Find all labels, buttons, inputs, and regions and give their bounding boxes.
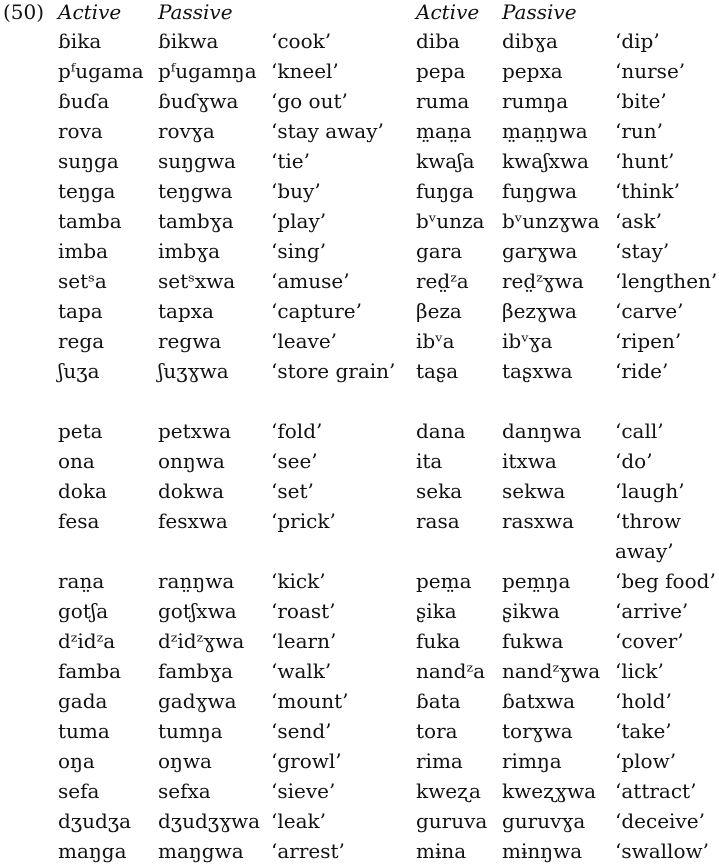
active-form-right: guruva: [416, 809, 488, 833]
gloss-right: ‘plow’: [615, 749, 677, 773]
active-form-right: bᵛunza: [416, 209, 485, 233]
active-form-left: famba: [58, 659, 122, 683]
active-form-right: diba: [416, 29, 460, 53]
header-active-left: Active: [58, 0, 122, 24]
table-row: [0, 776, 719, 806]
gloss-right: ‘swallow’: [615, 839, 709, 863]
gloss-right: ‘hold’: [615, 689, 672, 713]
passive-form-right: taʂxwa: [502, 359, 573, 383]
gloss-left: ‘leak’: [271, 809, 326, 833]
gloss-left: ‘walk’: [271, 659, 332, 683]
gloss-left: ‘buy’: [271, 179, 321, 203]
example-number: (50): [3, 0, 45, 24]
gloss-left: ‘amuse’: [271, 269, 350, 293]
table-row: [0, 746, 719, 776]
gloss-right: ‘think’: [615, 179, 681, 203]
gloss-right: ‘carve’: [615, 299, 684, 323]
gloss-left: ‘learn’: [271, 629, 337, 653]
active-form-right: mɨna: [416, 839, 467, 863]
table-row: [0, 656, 719, 686]
table-row: [0, 716, 719, 746]
gloss-right: ‘dip’: [615, 29, 660, 53]
passive-form-left: sefxa: [158, 779, 211, 803]
table-row: [0, 206, 719, 236]
passive-form-left: setˢxwa: [158, 269, 236, 293]
gloss-right: ‘nurse’: [615, 59, 686, 83]
table-row: [0, 56, 719, 86]
active-form-left: ona: [58, 449, 95, 473]
table-row: [0, 296, 719, 326]
active-form-left: teŋga: [58, 179, 116, 203]
passive-form-left: tapxa: [158, 299, 214, 323]
active-form-right: kwaʃa: [416, 149, 475, 173]
passive-form-right: pem̤ŋa: [502, 569, 571, 593]
passive-form-right: sekwa: [502, 479, 566, 503]
active-form-right: rasa: [416, 509, 460, 533]
table-row: [0, 446, 719, 476]
passive-form-left: dokwa: [158, 479, 225, 503]
active-form-right: ibᵛa: [416, 329, 455, 353]
passive-form-left: tambɣa: [158, 209, 234, 233]
table-row: [0, 326, 719, 356]
passive-form-left: ran̤ŋwa: [158, 569, 235, 593]
gloss-right: ‘stay’: [615, 239, 670, 263]
active-form-right: red̤ᶻa: [416, 269, 469, 293]
gloss-right: ‘lick’: [615, 659, 664, 683]
passive-form-left: ʃuʒɣwa: [158, 359, 229, 383]
passive-form-right: mɨnŋwa: [502, 839, 583, 863]
active-form-right: ita: [416, 449, 443, 473]
table-row: [0, 806, 719, 836]
passive-form-right: fuŋgwa: [502, 179, 578, 203]
table-row: [0, 836, 719, 866]
passive-form-right: dibɣa: [502, 29, 558, 53]
passive-form-right: danŋwa: [502, 419, 582, 443]
passive-form-left: gotʃxwa: [158, 599, 237, 623]
gloss-left: ‘store grain’: [271, 359, 396, 383]
active-form-left: peta: [58, 419, 103, 443]
active-form-left: pᶠugama: [58, 59, 144, 83]
gloss-right: ‘attract’: [615, 779, 697, 803]
active-form-right: ʂika: [416, 599, 457, 623]
table-row: [0, 236, 719, 266]
table-row: [0, 86, 719, 116]
passive-form-left: tumŋa: [158, 719, 223, 743]
passive-form-left: imbɣa: [158, 239, 221, 263]
active-form-right: pem̤a: [416, 569, 472, 593]
gloss-right: ‘laugh’: [615, 479, 685, 503]
table-row: [0, 476, 719, 506]
gloss-left: ‘sing’: [271, 239, 327, 263]
active-form-left: dʒudʒa: [58, 809, 131, 833]
gloss-left: ‘send’: [271, 719, 332, 743]
gloss-right: ‘ride’: [615, 359, 669, 383]
active-form-right: dana: [416, 419, 466, 443]
gloss-left: ‘sieve’: [271, 779, 336, 803]
gloss-left: ‘go out’: [271, 89, 348, 113]
gloss-right: ‘run’: [615, 119, 664, 143]
passive-form-left: petxwa: [158, 419, 231, 443]
active-form-left: tuma: [58, 719, 110, 743]
table-row: [0, 686, 719, 716]
passive-form-left: dʒudʒɣwa: [158, 809, 261, 833]
table-row: [0, 146, 719, 176]
passive-form-right: kwaʃxwa: [502, 149, 589, 173]
table-row: [0, 356, 719, 416]
active-form-right: ruma: [416, 89, 470, 113]
active-form-right: m̤an̤a: [416, 119, 472, 143]
gloss-right: ‘call’: [615, 419, 664, 443]
gloss-right: ‘do’: [615, 449, 653, 473]
active-form-left: rega: [58, 329, 105, 353]
passive-form-right: torɣwa: [502, 719, 573, 743]
gloss-right: ‘beg food’: [615, 569, 716, 593]
active-form-left: ɓika: [58, 29, 102, 53]
passive-form-right: m̤an̤ŋwa: [502, 119, 588, 143]
table-row: [0, 416, 719, 446]
active-form-left: sefa: [58, 779, 100, 803]
active-form-right: ɓata: [416, 689, 461, 713]
passive-form-right: bᵛunzɣwa: [502, 209, 600, 233]
active-form-left: fesa: [58, 509, 100, 533]
passive-form-left: gadɣwa: [158, 689, 237, 713]
gloss-right: ‘hunt’: [615, 149, 675, 173]
active-form-right: fuka: [416, 629, 461, 653]
table-row: [0, 566, 719, 596]
active-form-right: fuŋga: [416, 179, 474, 203]
table-row: [0, 176, 719, 206]
active-form-left: tapa: [58, 299, 103, 323]
gloss-right: ‘cover’: [615, 629, 684, 653]
passive-form-left: fesxwa: [158, 509, 228, 533]
passive-form-right: βezɣwa: [502, 299, 577, 323]
active-form-left: oŋa: [58, 749, 95, 773]
passive-form-right: itxwa: [502, 449, 557, 473]
passive-form-left: pᶠugamŋa: [158, 59, 257, 83]
passive-form-right: ʂikwa: [502, 599, 560, 623]
table-row: [0, 26, 719, 56]
active-form-right: tora: [416, 719, 458, 743]
active-form-left: doka: [58, 479, 107, 503]
active-form-left: ʃuʒa: [58, 359, 100, 383]
gloss-right: ‘arrive’: [615, 599, 689, 623]
gloss-right: ‘bite’: [615, 89, 667, 113]
gloss-right: ‘ask’: [615, 209, 663, 233]
active-form-right: taʂa: [416, 359, 459, 383]
table-row: [0, 116, 719, 146]
passive-form-right: pepxa: [502, 59, 563, 83]
gloss-right: ‘throw away’: [615, 509, 681, 563]
gloss-right: ‘take’: [615, 719, 672, 743]
passive-form-left: regwa: [158, 329, 222, 353]
passive-form-left: ɓuɗɣwa: [158, 89, 239, 113]
active-form-left: maŋga: [58, 839, 127, 863]
passive-form-right: ɓatxwa: [502, 689, 576, 713]
passive-form-left: suŋgwa: [158, 149, 236, 173]
active-form-right: seka: [416, 479, 463, 503]
table-row: [0, 506, 719, 566]
passive-form-left: rovɣa: [158, 119, 215, 143]
active-form-right: gara: [416, 239, 463, 263]
passive-form-left: oŋwa: [158, 749, 212, 773]
passive-form-left: teŋgwa: [158, 179, 233, 203]
gloss-left: ‘fold’: [271, 419, 323, 443]
passive-form-right: nandᶻɣwa: [502, 659, 601, 683]
active-form-left: setˢa: [58, 269, 107, 293]
gloss-right: ‘lengthen’: [615, 269, 718, 293]
passive-form-right: guruvɣa: [502, 809, 586, 833]
active-form-right: nandᶻa: [416, 659, 486, 683]
header-passive-right: Passive: [502, 0, 577, 24]
active-form-left: rova: [58, 119, 103, 143]
gloss-left: ‘roast’: [271, 599, 336, 623]
gloss-left: ‘growl’: [271, 749, 342, 773]
verb-table: [0, 26, 719, 866]
passive-form-right: rimŋa: [502, 749, 562, 773]
passive-form-right: kweʐɣwa: [502, 779, 597, 803]
active-form-left: gotʃa: [58, 599, 109, 623]
gloss-left: ‘stay away’: [271, 119, 384, 143]
gloss-left: ‘set’: [271, 479, 314, 503]
passive-form-left: fambɣa: [158, 659, 233, 683]
table-row: [0, 596, 719, 626]
table-row: [0, 266, 719, 296]
active-form-left: ran̤a: [58, 569, 105, 593]
gloss-left: ‘kneel’: [271, 59, 339, 83]
passive-form-right: rasxwa: [502, 509, 575, 533]
passive-form-left: ɓikwa: [158, 29, 219, 53]
active-form-left: gada: [58, 689, 108, 713]
passive-form-right: fukwa: [502, 629, 564, 653]
gloss-left: ‘arrest’: [271, 839, 345, 863]
gloss-left: ‘capture’: [271, 299, 362, 323]
active-form-right: kweʐa: [416, 779, 481, 803]
passive-form-right: ibᵛɣa: [502, 329, 553, 353]
active-form-left: ɓuɗa: [58, 89, 110, 113]
gloss-left: ‘kick’: [271, 569, 326, 593]
active-form-right: βeza: [416, 299, 462, 323]
passive-form-left: maŋgwa: [158, 839, 244, 863]
gloss-left: ‘play’: [271, 209, 327, 233]
table-row: [0, 626, 719, 656]
gloss-left: ‘cook’: [271, 29, 332, 53]
header-passive-left: Passive: [158, 0, 233, 24]
active-form-left: dᶻidᶻa: [58, 629, 116, 653]
passive-form-right: red̤ᶻɣwa: [502, 269, 584, 293]
gloss-left: ‘tie’: [271, 149, 310, 173]
gloss-left: ‘leave’: [271, 329, 338, 353]
active-form-left: imba: [58, 239, 109, 263]
header-active-right: Active: [416, 0, 480, 24]
active-form-left: tamba: [58, 209, 122, 233]
passive-form-right: rumŋa: [502, 89, 569, 113]
active-form-left: suŋga: [58, 149, 119, 173]
passive-form-left: onŋwa: [158, 449, 225, 473]
passive-form-right: garɣwa: [502, 239, 578, 263]
active-form-right: pepa: [416, 59, 466, 83]
gloss-right: ‘ripen’: [615, 329, 682, 353]
active-form-right: rima: [416, 749, 463, 773]
gloss-right: ‘deceive’: [615, 809, 705, 833]
gloss-left: ‘see’: [271, 449, 318, 473]
gloss-left: ‘prick’: [271, 509, 336, 533]
gloss-left: ‘mount’: [271, 689, 349, 713]
passive-form-left: dᶻidᶻɣwa: [158, 629, 245, 653]
